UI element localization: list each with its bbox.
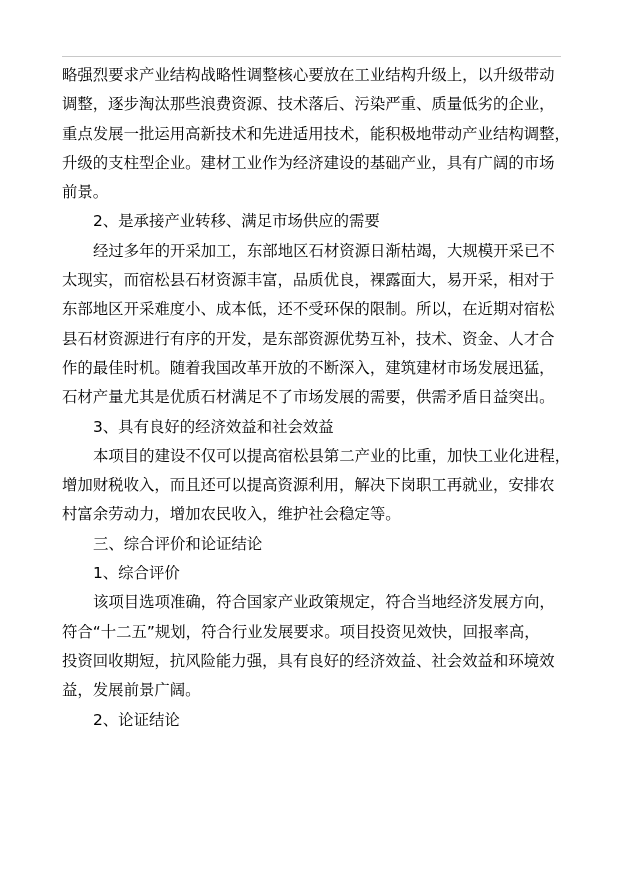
text-line: 该项目选项准确，符合国家产业政策规定，符合当地经济发展方向， bbox=[93, 593, 555, 612]
text-line: 县石材资源进行有序的开发，是东部资源优势互补，技术、资金、人才合 bbox=[62, 329, 555, 348]
text-line: 增加财税收入，而且还可以提高资源利用，解决下岗职工再就业，安排农 bbox=[62, 476, 555, 495]
text-line: 3、具有良好的经济效益和社会效益 bbox=[93, 417, 334, 436]
text-line: 益，发展前景广阔。 bbox=[62, 681, 201, 700]
text-line: 投资回收期短，抗风险能力强，具有良好的经济效益、社会效益和环境效 bbox=[62, 651, 555, 670]
text-line: 前景。 bbox=[62, 183, 109, 202]
text-line: 略强烈要求产业结构战略性调整核心要放在工业结构升级上，以升级带动 bbox=[62, 66, 555, 84]
text-line: 石材产量尤其是优质石材满足不了市场发展的需要，供需矛盾日益突出。 bbox=[62, 388, 555, 407]
text-line: 作的最佳时机。随着我国改革开放的不断深入，建筑建材市场发展迅猛， bbox=[62, 358, 555, 377]
text-line: 村富余劳动力，增加农民收入，维护社会稳定等。 bbox=[62, 505, 401, 524]
header-rule bbox=[62, 56, 561, 57]
text-line: 三、综合评价和论证结论 bbox=[93, 534, 263, 553]
text-line: 2、论证结论 bbox=[93, 710, 180, 729]
text-line: 调整，逐步淘汰那些浪费资源、技术落后、污染严重、质量低劣的企业， bbox=[62, 95, 555, 114]
text-line: 符合“十二五”规划，符合行业发展要求。项目投资见效快，回报率高， bbox=[62, 622, 540, 641]
text-line: 重点发展一批运用高新技术和先进适用技术，能积极地带动产业结构调整， bbox=[62, 124, 570, 143]
text-line: 升级的支柱型企业。建材工业作为经济建设的基础产业，具有广阔的市场 bbox=[62, 153, 555, 172]
text-line: 本项目的建设不仅可以提高宿松县第二产业的比重，加快工业化进程， bbox=[93, 446, 571, 465]
text-line: 东部地区开采难度小、成本低，还不受环保的限制。所以，在近期对宿松 bbox=[62, 300, 555, 319]
text-line: 1、综合评价 bbox=[93, 564, 180, 583]
text-line: 太现实，而宿松县石材资源丰富，品质优良，裸露面大，易开采，相对于 bbox=[62, 271, 555, 290]
text-line: 经过多年的开采加工，东部地区石材资源日渐枯竭，大规模开采已不 bbox=[93, 241, 555, 260]
body-text bbox=[62, 61, 571, 735]
text-line: 2、是承接产业转移、满足市场供应的需要 bbox=[93, 212, 380, 231]
